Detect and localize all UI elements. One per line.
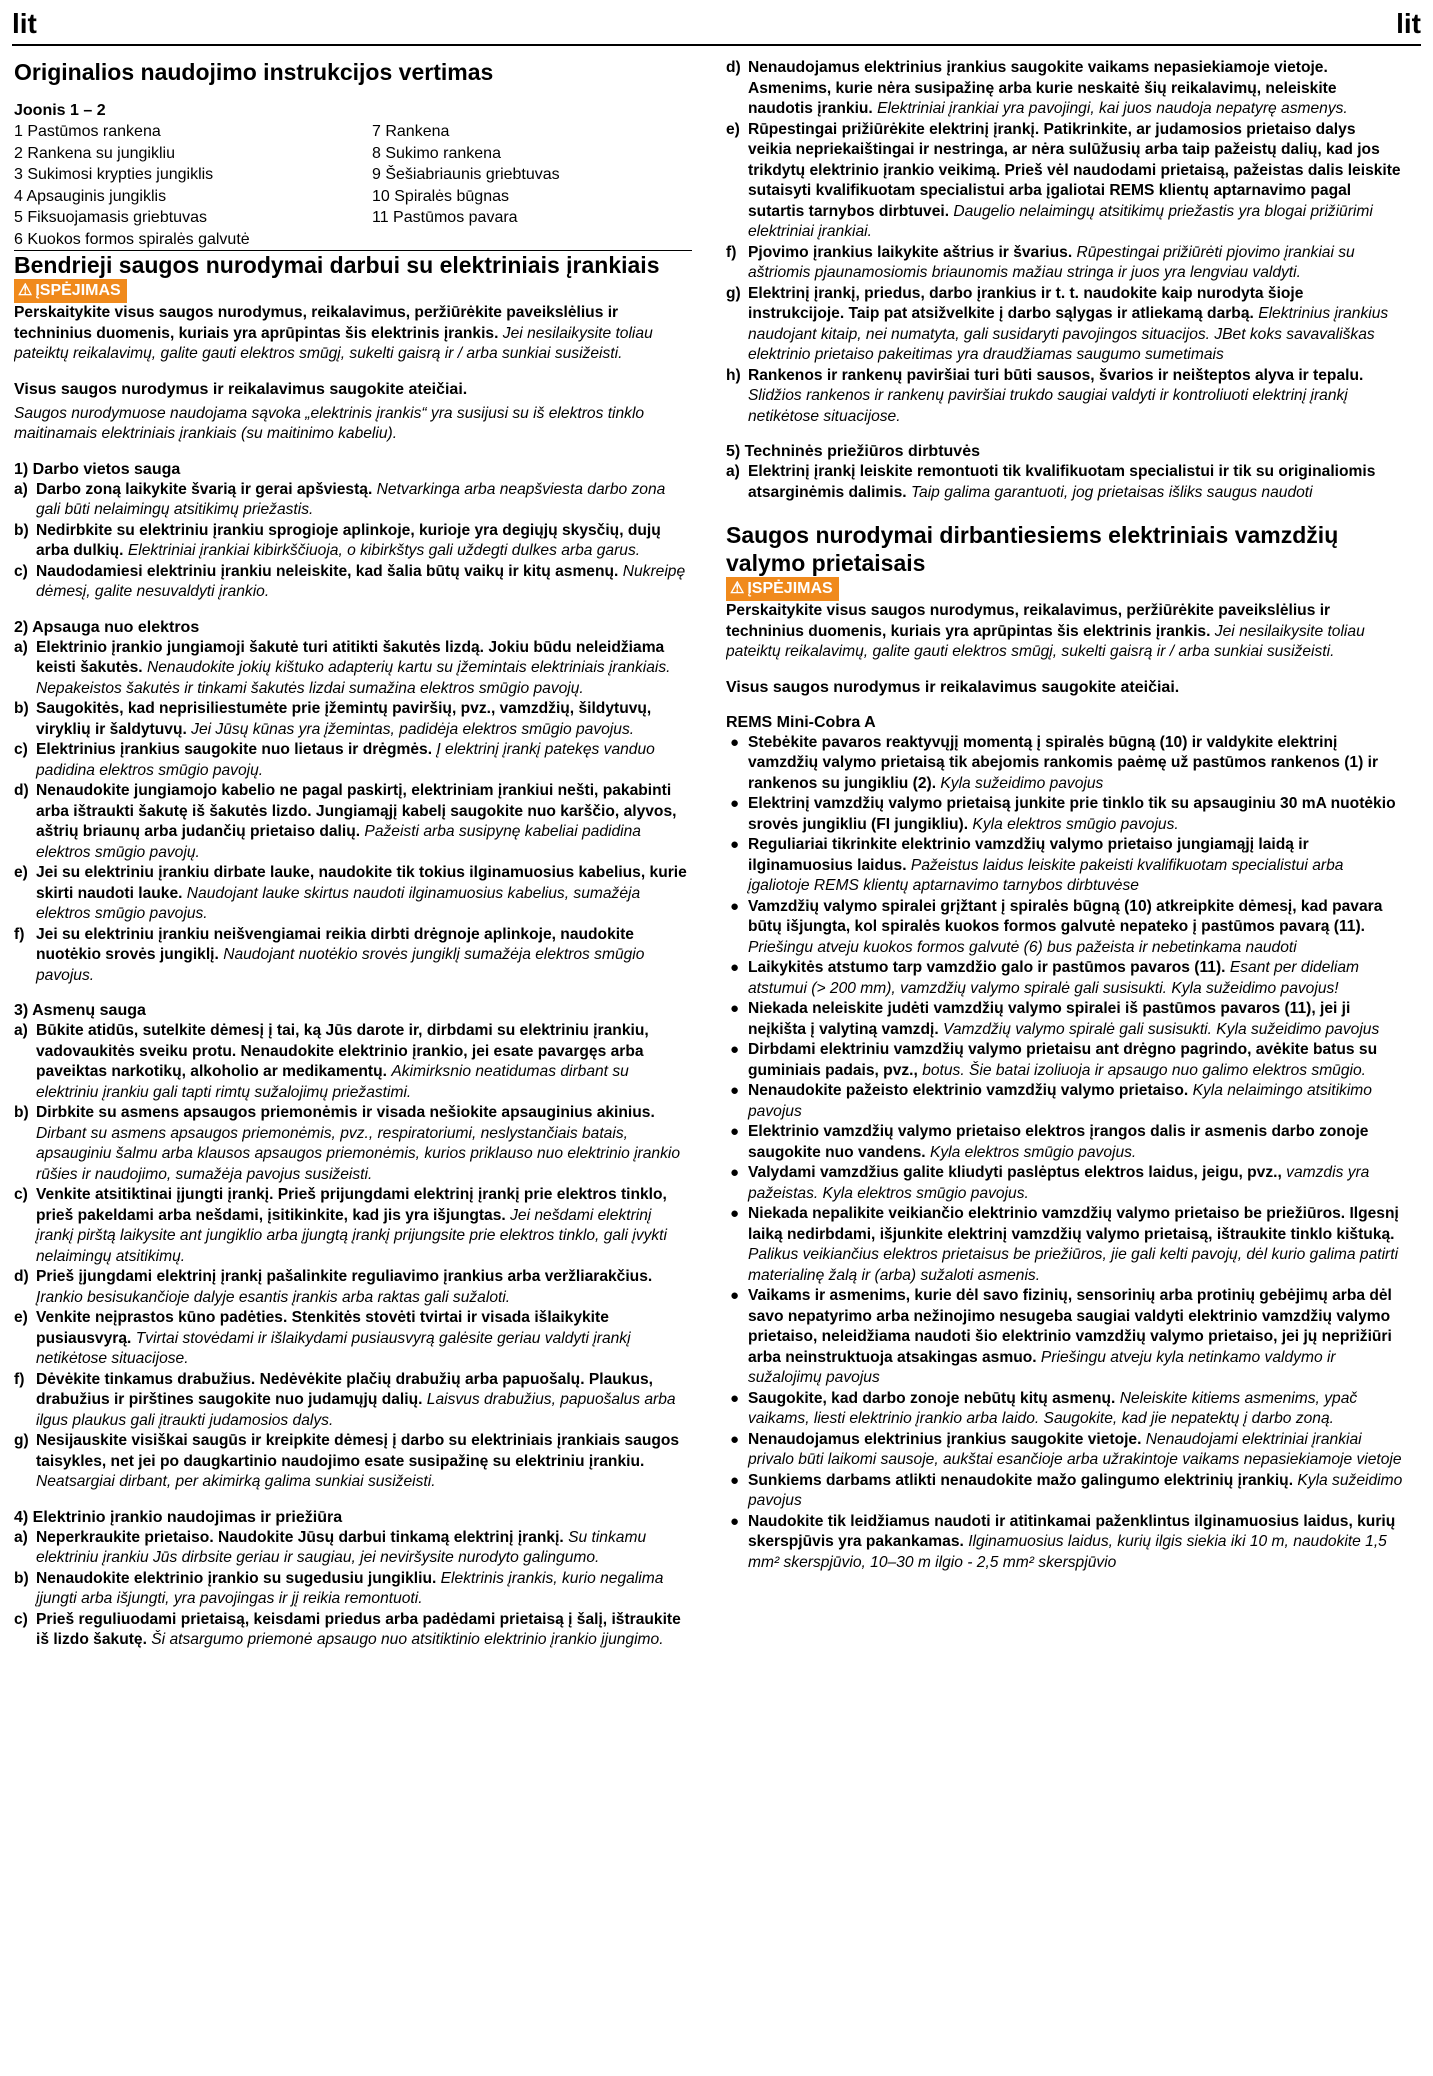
list-item: f) Pjovimo įrankius laikykite aštrius ir švarius. Rūpestingai prižiūrėti pjovimo įrankiai su aštriomis pjaunamosiomis briaunomis mažiau stringa ir juos yra lengviau valdyti. (726, 243, 1355, 281)
list-item: e) Jei su elektriniu įrankiu dirbate lauke, naudokite tik tokius ilginamuosius kabelius, kurie skirti naudoti lauke. Naudojant lauke skirtus naudoti ilginamuosius kabelius, sumažėja elektros smūgio pavojus. (14, 864, 687, 922)
legend-item: 11 Pastūmos pavara (372, 209, 518, 226)
keep-text: Saugos nurodymuose naudojama sąvoka „elektrinis įrankis“ yra susijusi su iš elektros tinklo maitinamais elektriniais įrankiais (su maitinimo kabeliu). (14, 404, 645, 442)
list-item: b) Nedirbkite su elektriniu įrankiu sprogioje aplinkoje, kurioje yra degiųjų skysčių, dujų arba dulkių. Elektriniai įrankiai kibirkščiuoja, o kibirkštys gali uždegti dulkes arba garus. (14, 521, 661, 559)
warning-badge (14, 279, 127, 303)
bullet-item: ● Saugokite, kad darbo zonoje nebūtų kitų asmenų. Neleiskite kitiems asmenims, ypač vaikams, liesti elektrinio įrankio arba laido. Saugokite, kad jie nepatektų į darbo zoną. (730, 1389, 1358, 1427)
section-title: Saugos nurodymai dirbantiesiems elektriniais vamzdžių valymo prietaisais (726, 522, 1339, 576)
list-item: g) Elektrinį įrankį, priedus, darbo įrankius ir t. t. naudokite kaip nurodyta šioje instrukcijoje. Taip pat atsižvelkite į darbo sąlygas ir atliekamą darbą. Elektrinius įrankius naudojant kitaip, nei numatyta, gali susidaryti pavojingos situacijos. JBet koks savavališkas elektrinio prietaiso pakeitimas yra draudžiamas saugumo sumetimais (726, 284, 1389, 363)
bullet-item: ● Reguliariai tikrinkite elektrinio vamzdžių valymo prietaiso jungiamąjį laidą ir ilginamuosius laidus. Pažeistus laidus leiskite pakeisti kvalifikuotam specialistui arba įgaliotoje REMS klientų aptarnavimo tarnybos dirbtuvėse (730, 836, 1344, 894)
list-item: d) Nenaudokite jungiamojo kabelio ne pagal paskirtį, elektriniam įrankiui nešti, pakabinti arba ištraukti šakutę iš šakutės lizdo. Jungiamąjį kabelį saugokite nuo karščio, alyvos, aštrių briaunų arba judančių prietaiso dalių. Pažeisti arba susipynę kabeliai padidina elektros smūgio pavojų. (14, 782, 677, 861)
warning-triangle-icon: ⚠ (730, 580, 745, 597)
section-title: Bendrieji saugos nurodymai darbui su elektriniais įrankiais (14, 252, 660, 278)
bullet-item: ● Stebėkite pavaros reaktyvųjį momentą į spiralės būgną (10) ir valdykite elektrinį vamzdžių valymo prietaisą tik abejomis rankomis paėmę už pastūmos rankenos (1) ir rankenos su jungikliu (2). Kyla sužeidimo pavojus (730, 733, 1379, 792)
list-item: e) Venkite neįprastos kūno padėties. Stenkitės stovėti tvirtai ir visada išlaikykite pusiausvyrą. Tvirtai stovėdami ir išlaikydami pusiausvyrą galėsite geriau valdyti įrankį netikėtose situacijose. (14, 1309, 631, 1367)
figure-heading: Joonis 1 – 2 (14, 102, 106, 119)
figure-legend (14, 121, 692, 250)
legend-item: 3 Sukimosi krypties jungiklis (14, 166, 214, 183)
legend-item: 5 Fiksuojamasis griebtuvas (14, 209, 207, 226)
legend-item: 2 Rankena su jungikliu (14, 144, 175, 162)
warning-text: Perskaitykite visus saugos nurodymus, reikalavimus, peržiūrėkite paveikslėlius ir techninius duomenis, kuriais yra aprūpintas šis elektrinis įrankis. Jei nesilaikysite toliau pateiktų reikalavimų, galite gauti elektros smūgį, sukelti gaisrą ir / arba sunkiai susižeisti. (726, 602, 1365, 660)
safety-bullet-list (726, 733, 1403, 1574)
list-item: f) Dėvėkite tinkamus drabužius. Nedėvėkite plačių drabužių arba papuošalų. Plaukus, drabužius ir pirštines saugokite nuo judamųjų dalių. Laisvus drabužius, papuošalus arba ilgus plaukus gali įtraukti judamosios dalys. (14, 1370, 676, 1429)
warning-label: ĮSPĖJIMAS (747, 580, 833, 597)
keep-heading: Visus saugos nurodymus ir reikalavimus saugokite ateičiai. (14, 380, 468, 398)
bullet-item: ● Laikykitės atstumo tarp vamzdžio galo ir pastūmos pavaros (11). Esant per dideliam atstumui (> 200 mm), vamzdžių valymo spiralė gali susisukti. Kyla sužeidimo pavojus! (730, 959, 1359, 997)
list-item: a) Elektrinį įrankį leiskite remontuoti tik kvalifikuotam specialistui ir tik su originaliomis atsarginėmis dalimis. Taip galima garantuoti, jog prietaisas išliks saugus naudoti (726, 463, 1376, 501)
list-item: a) Neperkraukite prietaiso. Naudokite Jūsų darbui tinkamą elektrinį įrankį. Su tinkamu elektriniu įrankiu Jūs dirbsite geriau ir saugiau, jei neviršysite nurodyto galingumo. (14, 1528, 647, 1566)
list-item: c) Prieš reguliuodami prietaisą, keisdami priedus arba padėdami prietaisą į šalį, ištraukite iš lizdo šakutę. Ši atsargumo priemonė apsaugo nuo atsitiktinio elektrinio įrankio įjungimo. (14, 1610, 681, 1648)
list-item: e) Rūpestingai prižiūrėkite elektrinį įrankį. Patikrinkite, ar judamosios prietaiso dalys veikia nepriekaištingai ir nestringa, ar nėra sulūžusių arba taip pažeistų dalių, kad jos trikdytų elektrinio įrankio veikimą. Prieš vėl naudodami prietaisą, pažeistas dalis leiskite sutaisyti kvalifikuotam specialistui arba įgaliotai REMS klientų aptarnavimo pagal sutartis tarnybos dirbtuvei. Daugelio nelaimingų atsitikimų priežastis yra blogai prižiūrimi elektriniai įrankiai. (726, 120, 1401, 240)
list-item: a) Darbo zoną laikykite švarią ir gerai apšviestą. Netvarkinga arba neapšviesta darbo zona gali būti nelaimingų atsitikimų priežastis. (14, 480, 666, 518)
product-heading: REMS Mini-Cobra A (726, 713, 876, 731)
list-item: g) Nesijauskite visiškai saugūs ir kreipkite dėmesį į darbo su elektriniais įrankiais saugos taisykles, net jei po daugkartinio naudojimo esate susipažinę su elektriniu įrankiu. Neatsargiai dirbant, per akimirką galima sunkiai susižeisti. (14, 1432, 680, 1490)
warning-label: ĮSPĖJIMAS (35, 282, 121, 299)
bullet-item: ● Valydami vamzdžius galite kliudyti paslėptus elektros laidus, jeigu, pvz., vamzdis yra pažeistas. Kyla elektros smūgio pavojus. (730, 1164, 1370, 1202)
legend-item: 4 Apsauginis jungiklis (14, 187, 167, 205)
left-column (14, 58, 692, 1651)
section-3-heading: 3) Asmenų sauga (14, 1002, 146, 1019)
language-label-left: lit (12, 8, 37, 39)
list-item: d) Prieš įjungdami elektrinį įrankį pašalinkite reguliavimo įrankius arba veržliarakčius. Įrankio besisukančioje dalyje esantis įrankis arba raktas gali sužaloti. (14, 1268, 653, 1306)
list-item: b) Dirbkite su asmens apsaugos priemonėmis ir visada nešiokite apsauginius akinius. Dirbant su asmens apsaugos priemonėmis, pvz., respiratoriumi, neslystančiais batais, apsauginiu šalmu arba klausos apsaugos priemonėmis, kurios priklauso nuo elektrinio įrankio rūšies ir naudojimo, sumažėja pavojus susižeisti. (14, 1104, 681, 1183)
section-4-heading: 4) Elektrinio įrankio naudojimas ir priežiūra (14, 1508, 343, 1526)
list-item: c) Elektrinius įrankius saugokite nuo lietaus ir drėgmės. Į elektrinį įrankį patekęs vanduo padidina elektros smūgio pavojų. (14, 741, 655, 779)
bullet-item: ● Vamzdžių valymo spiralei grįžtant į spiralės būgną (10) atkreipkite dėmesį, kad pavara būtų išjungta, kol spiralės kuokos formos galvutė nepateko į pastūmos pavarą (11). Priešingu atveju kuokos formos galvutė (6) bus pažeista ir nebetinkama naudoti (730, 897, 1383, 956)
legend-item: 9 Šešiabriaunis griebtuvas (372, 166, 560, 183)
language-label-right: lit (1396, 8, 1421, 39)
section-1-heading: 1) Darbo vietos sauga (14, 460, 181, 478)
warning-triangle-icon: ⚠ (18, 282, 33, 299)
bullet-item: ● Nenaudojamus elektrinius įrankius saugokite vietoje. Nenaudojami elektriniai įrankiai privalo būti laikomi sausoje, aukštai esančioje arba užrakintoje vaikams nepasiekiamoje vietoje (730, 1430, 1402, 1468)
list-item: a) Būkite atidūs, sutelkite dėmesį į tai, ką Jūs darote ir, dirbdami su elektriniu įrankiu, vadovaukitės sveiku protu. Nenaudokite elektrinio įrankio, jei esate pavargęs arba paveiktas narkotikų, alkoholio ar medikamentų. Akimirksnio neatidumas dirbant su elektriniu įrankiu gali tapti rimtų sužalojimų priežastimi. (14, 1022, 649, 1101)
warning-text: Perskaitykite visus saugos nurodymus, reikalavimus, peržiūrėkite paveikslėlius ir techninius duomenis, kuriais yra aprūpintas šis elektrinis įrankis. Jei nesilaikysite toliau pateiktų reikalavimų, galite gauti elektros smūgį, sukelti gaisrą ir / arba sunkiai susižeisti. (14, 304, 653, 362)
section-2-heading: 2) Apsauga nuo elektros (14, 618, 200, 636)
bullet-item: ● Naudokite tik leidžiamus naudoti ir atitinkamai paženklintus ilginamuosius laidus, kurių skerspjūvis yra pakankamas. Ilginamuosius laidus, kurių ilgis siekia iki 10 m, naudokite 1,5 mm² skerspjūvio, 10–30 m ilgio - 2,5 mm² skerspjūvio (730, 1512, 1396, 1571)
legend-item: 10 Spiralės būgnas (372, 187, 509, 205)
bullet-item: ● Niekada nepalikite veikiančio elektrinio vamzdžių valymo prietaiso be priežiūros. Ilgesnį laiką nedirbdami, išjunkite elektrinį vamzdžių valymo prietaisą, ištraukite tinklo kištuką. Palikus veikiančius elektros prietaisus be priežiūros, jie gali kelti pavojų, dėl kurio galima patirti materialinę žalą ir (arba) sužaloti asmenis. (730, 1205, 1399, 1284)
legend-item: 8 Sukimo rankena (372, 144, 501, 162)
bullet-item: ● Sunkiems darbams atlikti nenaudokite mažo galingumo elektrinių įrankių. Kyla sužeidimo pavojus (730, 1471, 1403, 1509)
list-item: c) Naudodamiesi elektriniu įrankiu neleiskite, kad šalia būtų vaikų ir kitų asmenų. Nukreipę dėmesį, galite nesuvaldyti įrankio. (14, 562, 686, 600)
legend-item: 1 Pastūmos rankena (14, 123, 161, 140)
legend-item: 7 Rankena (372, 123, 450, 140)
warning-badge (726, 577, 839, 601)
list-item: d) Nenaudojamus elektrinius įrankius saugokite vaikams nepasiekiamoje vietoje. Asmenims, kurie nėra susipažinę arba kurie neskaitė šių reikalavimų, neleiskite naudotis įrankiu. Elektriniai įrankiai yra pavojingi, kai juos naudoja nepatyrę asmenys. (726, 59, 1348, 117)
bullet-item: ● Vaikams ir asmenims, kurie dėl savo fizinių, sensorinių arba protinių gebėjimų arba dėl savo nepatyrimo arba nežinojimo nesugeba saugiai valdyti elektrinio vamzdžių valymo prietaiso, neleidžiama naudoti šio elektrinio vamzdžių valymo prietaiso, jei jų neprižiūri arba neinstruktuoja atsakingas asmuo. Priešingu atveju kyla netinkamo valdymo ir sužalojimų pavojus (730, 1287, 1392, 1386)
keep-heading: Visus saugos nurodymus ir reikalavimus saugokite ateičiai. (726, 678, 1180, 696)
list-item: a) Elektrinio įrankio jungiamoji šakutė turi atitikti šakutės lizdą. Jokiu būdu neleidžiama keisti šakutės. Nenaudokite jokių kištuko adapterių kartu su įžemintais elektriniais įrankiais. Nepakeistos šakutės ir tinkami šakutės lizdai sumažina elektros smūgio pavojų. (14, 638, 671, 697)
bullet-item: ● Dirbdami elektriniu vamzdžių valymo prietaisu ant drėgno pagrindo, avėkite batus su guminiais padais, pvz., botus. Šie batai izoliuoja ir apsaugo nuo galimo elektros smūgio. (730, 1041, 1378, 1079)
bullet-item: ● Elektrinį vamzdžių valymo prietaisą junkite prie tinklo tik su apsauginiu 30 mA nuotėkio srovės jungikliu (FI jungikliu). Kyla elektros smūgio pavojus. (730, 795, 1396, 833)
bullet-item: ● Nenaudokite pažeisto elektrinio vamzdžių valymo prietaiso. Kyla nelaimingo atsitikimo pavojus (730, 1082, 1372, 1120)
list-item: b) Saugokitės, kad neprisiliestumėte prie įžemintų paviršių, pvz., vamzdžių, šildytuvų, viryklių ir šaldytuvų. Jei Jūsų kūnas yra įžemintas, padidėja elektros smūgio pavojus. (14, 700, 652, 738)
section-5-heading: 5) Techninės priežiūros dirbtuvės (726, 443, 980, 460)
right-column (726, 58, 1403, 1573)
list-item: h) Rankenos ir rankenų paviršiai turi būti sausos, švarios ir neišteptos alyva ir tepalu. Slidžios rankenos ir rankenų paviršiai trukdo saugiai valdyti ir kontroliuoti elektrinį įrankį netikėtose situacijose. (726, 366, 1364, 425)
list-item: b) Nenaudokite elektrinio įrankio su sugedusiu jungikliu. Elektrinis įrankis, kurio negalima įjungti arba išjungti, yra pavojingas ir jį reikia remontuoti. (14, 1569, 664, 1607)
figure-legend-col1 (14, 121, 372, 250)
figure-legend-col2 (372, 121, 692, 250)
header-rule (12, 44, 1421, 46)
bullet-item: ● Elektrinio vamzdžių valymo prietaiso elektros įrangos dalis ir asmenis darbo zonoje saugokite nuo vandens. Kyla elektros smūgio pavojus. (730, 1123, 1369, 1161)
legend-item: 6 Kuokos formos spiralės galvutė (14, 230, 250, 248)
bullet-item: ● Niekada neleiskite judėti vamzdžių valymo spiralei iš pastūmos pavaros (11), jei ji neįkišta į valytiną vamzdį. Vamzdžių valymo spiralė gali susisukti. Kyla sužeidimo pavojus (730, 1000, 1380, 1038)
list-item: c) Venkite atsitiktinai įjungti įrankį. Prieš prijungdami elektrinį įrankį prie elektros tinklo, prieš pakeldami arba nešdami, įsitikinkite, kad jis yra išjungtas. Jei nešdami elektrinį įrankį pirštą laikysite ant jungiklio arba įjungtą įrankį prijungsite prie elektros tinklo, gali įvykti nelaimingų atsitikimų. (14, 1186, 667, 1265)
list-item: f) Jei su elektriniu įrankiu neišvengiamai reikia dirbti drėgnoje aplinkoje, naudokite nuotėkio srovės jungiklį. Naudojant nuotėkio srovės jungiklį sumažėja elektros smūgio pavojus. (14, 925, 645, 984)
document-title: Originalios naudojimo instrukcijos vertimas (14, 59, 494, 85)
